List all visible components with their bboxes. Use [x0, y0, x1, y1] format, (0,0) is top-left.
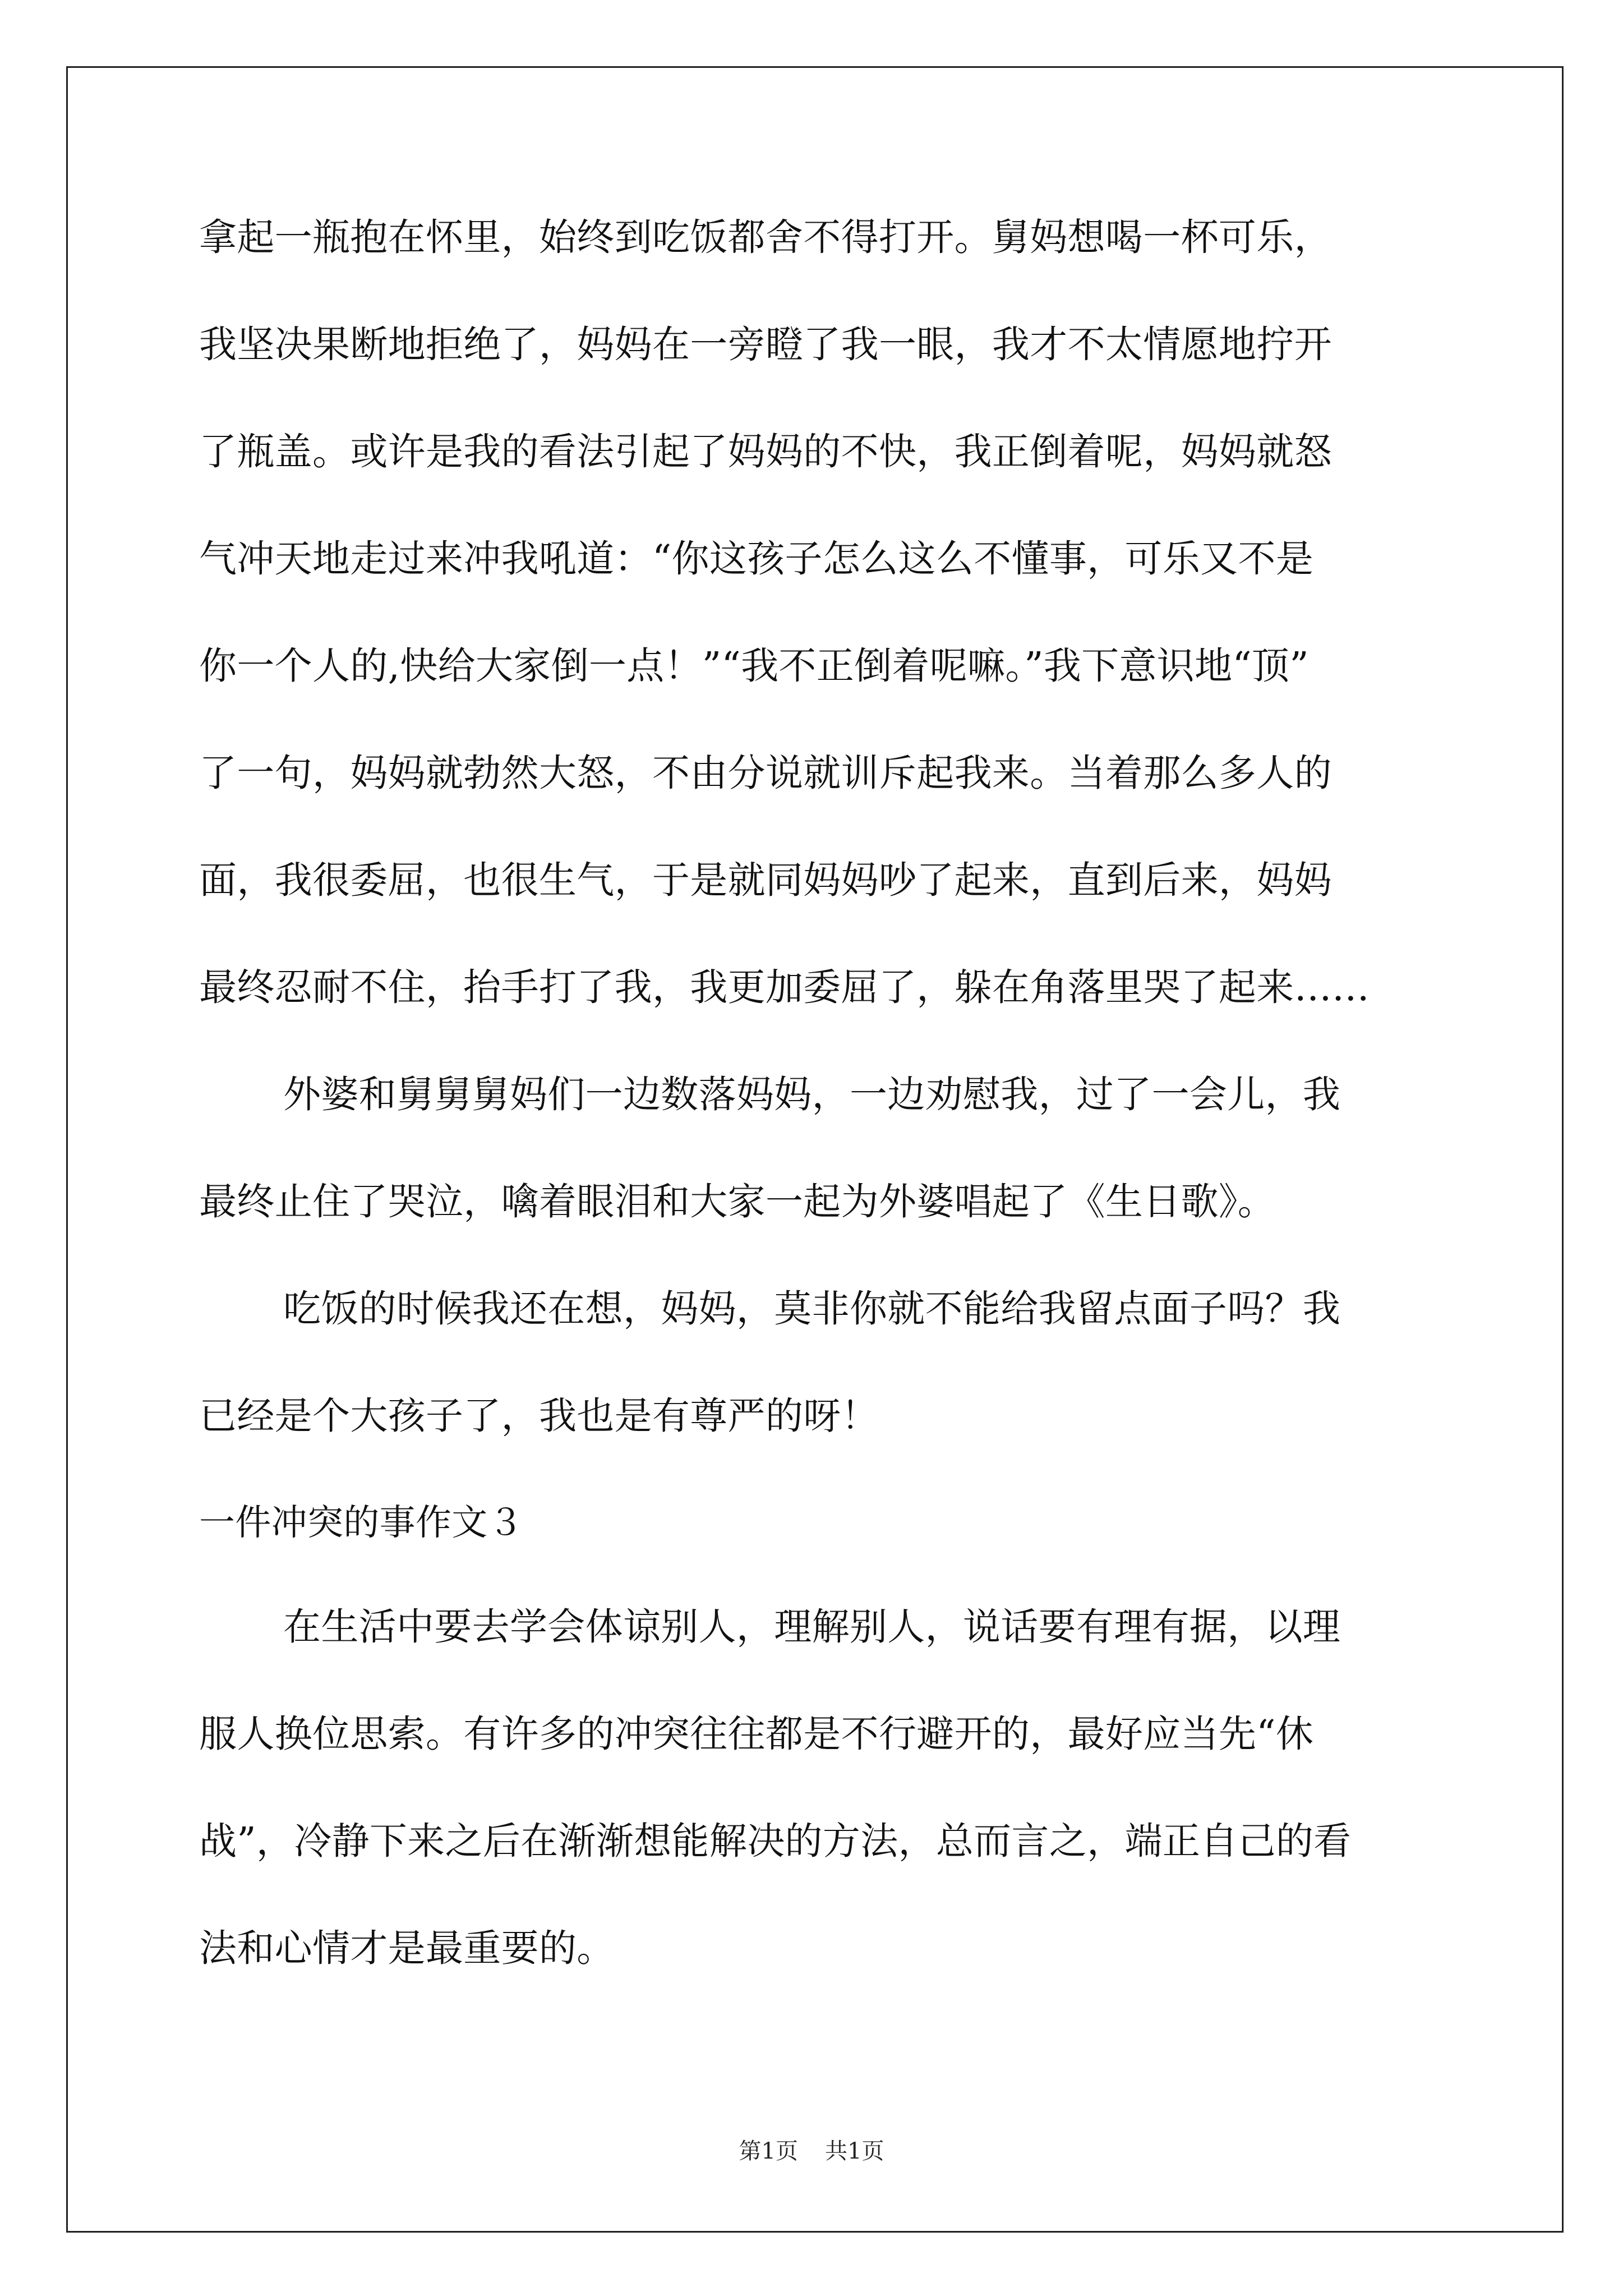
- document-body: [199, 215, 1433, 2037]
- text-line: 吃饭的时候我还在想，妈妈，莫非你就不能给我留点面子吗？我: [283, 1287, 1341, 1331]
- text-line: 气冲天地走过来冲我吼道：“你这孩子怎么这么不懂事，可乐又不是: [199, 537, 1314, 581]
- paragraph-4: [199, 1605, 1433, 1970]
- paragraph-3: [199, 1287, 1433, 1438]
- text-line: 我坚决果断地拒绝了，妈妈在一旁瞪了我一眼，我才不太情愿地拧开: [199, 323, 1332, 366]
- text-line: 战”，冷静下来之后在渐渐想能解决的方法，总而言之，端正自己的看: [199, 1819, 1352, 1863]
- paragraph-2: [199, 1073, 1433, 1223]
- text-line: 外婆和舅舅舅妈们一边数落妈妈，一边劝慰我，过了一会儿，我: [283, 1073, 1341, 1116]
- text-line: 了一句，妈妈就勃然大怒，不由分说就训斥起我来。当着那么多人的: [199, 751, 1332, 795]
- page-number: 第1页: [739, 2138, 798, 2164]
- text-line: 你一个人的,快给大家倒一点！”“我不正倒着呢嘛。”我下意识地“顶”: [199, 644, 1309, 688]
- text-line: 最终忍耐不住，抬手打了我，我更加委屈了，躲在角落里哭了起来……: [199, 965, 1370, 1009]
- section-heading: 一件冲突的事作文３: [199, 1502, 524, 1544]
- text-line: 服人换位思索。有许多的冲突往往都是不行避开的，最好应当先“休: [199, 1712, 1314, 1756]
- text-line: 已经是个大孩子了，我也是有尊严的呀！: [199, 1394, 879, 1438]
- page-footer: [0, 2140, 1623, 2162]
- text-line: 面，我很委屈，也很生气，于是就同妈妈吵了起来，直到后来，妈妈: [199, 858, 1332, 902]
- paragraph-1: [199, 215, 1433, 1009]
- text-line: 了瓶盖。或许是我的看法引起了妈妈的不快，我正倒着呢，妈妈就怒: [199, 430, 1332, 473]
- text-line: 最终止住了哭泣，噙着眼泪和大家一起为外婆唱起了《生日歌》。: [199, 1180, 1276, 1223]
- page-total: 共1页: [825, 2138, 884, 2164]
- text-line: 在生活中要去学会体谅别人，理解别人，说话要有理有据，以理: [283, 1605, 1341, 1649]
- text-line: 拿起一瓶抱在怀里，始终到吃饭都舍不得打开。舅妈想喝一杯可乐，: [199, 215, 1332, 259]
- text-line: 法和心情才是最重要的。: [199, 1926, 615, 1970]
